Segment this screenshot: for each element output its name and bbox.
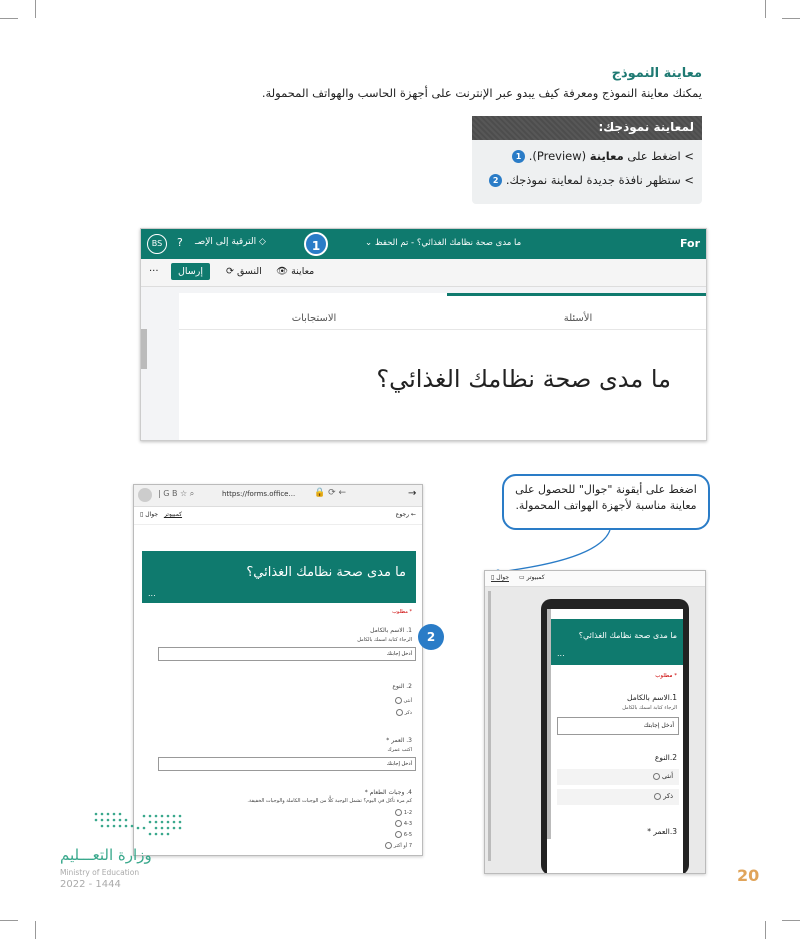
phone-q1: 1.الاسم بالكامل [627,693,677,702]
forms-editor-screenshot [140,228,707,441]
diamond-icon: ◇ [256,237,266,247]
back-link[interactable]: ← رجوع [395,511,416,518]
phone-radio-female[interactable]: أنثى [557,769,679,785]
section-description: يمكنك معاينة النموذج ومعرفة كيف يبدو عبر الإنترنت على أجهزة الحاسب والهواتف المحمولة. [261,86,702,100]
page-number: 20 [737,866,760,885]
ministry-name-ar: وزارة التعـــليم [60,846,152,864]
instruction-step-1 [512,149,694,163]
phone-form-header: ما مدى صحة نظامك الغذائي؟ ... [551,619,683,665]
phone-screen [547,609,683,874]
mobile-callout: اضغط على أيقونة "جوال" للحصول على معاينة مناسبة لأجهزة الهواتف المحمولة. [502,474,710,530]
phone-form-title: ما مدى صحة نظامك الغذائي؟ [578,631,677,640]
q4-hint: كم مرة تأكل في اليوم؟ تشمل الوجبة كلًّا من الوجبات الكاملة والوجبات الخفيفة. [247,798,412,804]
instruction-box [472,116,702,204]
extension-icons: | G B ☆ ⌕ [158,489,195,498]
form-title: ما مدى صحة نظامك الغذائي؟ [376,365,671,393]
instruction-step-2 [489,173,694,187]
send-button[interactable]: إرسال [171,263,210,280]
section-title: معاينة النموذج [611,66,702,81]
phone-mobile-toggle[interactable]: جوال ▯ [491,574,510,581]
step1-bold: معاينة [589,149,624,163]
step1-prefix: > اضغط على [627,149,694,163]
q2-label: 2. النوع [392,683,412,690]
required-note: * مطلوب [392,609,412,615]
phone-frame [541,599,689,874]
more-button[interactable]: ··· [149,266,159,277]
q1-label: 1. الاسم بالكامل [370,627,412,634]
q4-option-4[interactable]: 7 أو أكثر [382,842,412,849]
radio-male[interactable]: ذكر [393,709,412,716]
step1-number: 1 [512,150,525,163]
phone-q1-input[interactable]: أدخل إجابتك [557,717,679,735]
format-button[interactable]: النسق ⟳ [226,266,262,277]
preview-form-title: ما مدى صحة نظامك الغذائي؟ [246,565,406,580]
preview-button[interactable]: معاينة 👁 [276,266,315,277]
phone-q1-hint: الرجاء كتابة اسمك بالكامل [622,705,677,711]
tab-questions[interactable]: الأسئلة [563,313,593,324]
step1-suffix: (Preview). [528,149,587,163]
help-icon[interactable]: ? [177,236,183,249]
forms-toolbar [141,259,706,287]
tab-responses[interactable]: الاستجابات [291,313,337,324]
form-card [179,293,707,441]
active-tab-indicator [447,293,707,296]
instruction-heading: لمعاينة نموذجك: [472,116,702,140]
phone-q2: 2.النوع [654,753,677,762]
forms-title-bar [141,229,706,259]
year-label: 2022 - 1444 [60,879,121,890]
radio-circle [396,709,403,716]
eye-icon: 👁 [276,266,289,277]
phone-required: * مطلوب [655,673,677,679]
q3-label: 3. العمر * [386,737,412,744]
marker-2: 2 [418,624,444,650]
browser-bar [134,485,422,507]
scrollbar-thumb[interactable] [141,329,147,369]
ministry-name-en: Ministry of Education [60,868,140,877]
profile-icon[interactable] [138,488,152,502]
q1-answer-input[interactable]: أدخل إجابتك [158,647,416,661]
computer-toggle[interactable]: كمبيوتر [164,511,183,518]
q4-label: 4. وجبات الطعام * [364,789,412,796]
form-title-saved: ما مدى صحة نظامك الغذائي؟ - تم الحفظ ⌄ [365,238,522,248]
q3-hint: اكتب عمرك [387,747,412,753]
q3-answer-input[interactable]: أدخل إجابتك [158,757,416,771]
q4-option-3[interactable]: 6-5 [392,831,412,838]
phone-radio-male[interactable]: ذكر [557,789,679,805]
q4-option-2[interactable]: 4-3 [392,820,412,827]
phone-q3: 3.العمر * [647,827,677,836]
browser-preview-screenshot [133,484,423,856]
step2-number: 2 [489,174,502,187]
avatar[interactable]: BS [147,234,167,254]
q1-hint: الرجاء كتابة اسمك بالكامل [357,637,412,643]
phone-computer-toggle[interactable]: كمبيوتر ▭ [519,574,545,581]
address-bar[interactable]: https://forms.office... [222,490,296,498]
step2-text: > ستظهر نافذة جديدة لمعاينة نموذجك. [505,173,694,187]
ministry-logo-dots [92,808,188,844]
forward-icon[interactable]: → [408,488,417,499]
preview-form-header: ما مدى صحة نظامك الغذائي؟ ... [142,551,416,603]
outer-scrollbar[interactable] [488,591,491,861]
upgrade-link[interactable]: ◇ الترقية إلى الإصـ [195,237,266,247]
reload-icon[interactable]: 🔒 ⟳ ← [314,488,347,498]
radio-circle [395,697,402,704]
app-name: For [679,237,700,250]
q4-option-1[interactable]: 1-2 [392,809,412,816]
marker-1: 1 [304,232,328,256]
mobile-toggle[interactable]: جوال ▯ [140,511,159,518]
radio-female[interactable]: أنثى [392,697,412,704]
palette-icon: ⟳ [226,266,234,277]
phone-preview-screenshot [484,570,706,874]
